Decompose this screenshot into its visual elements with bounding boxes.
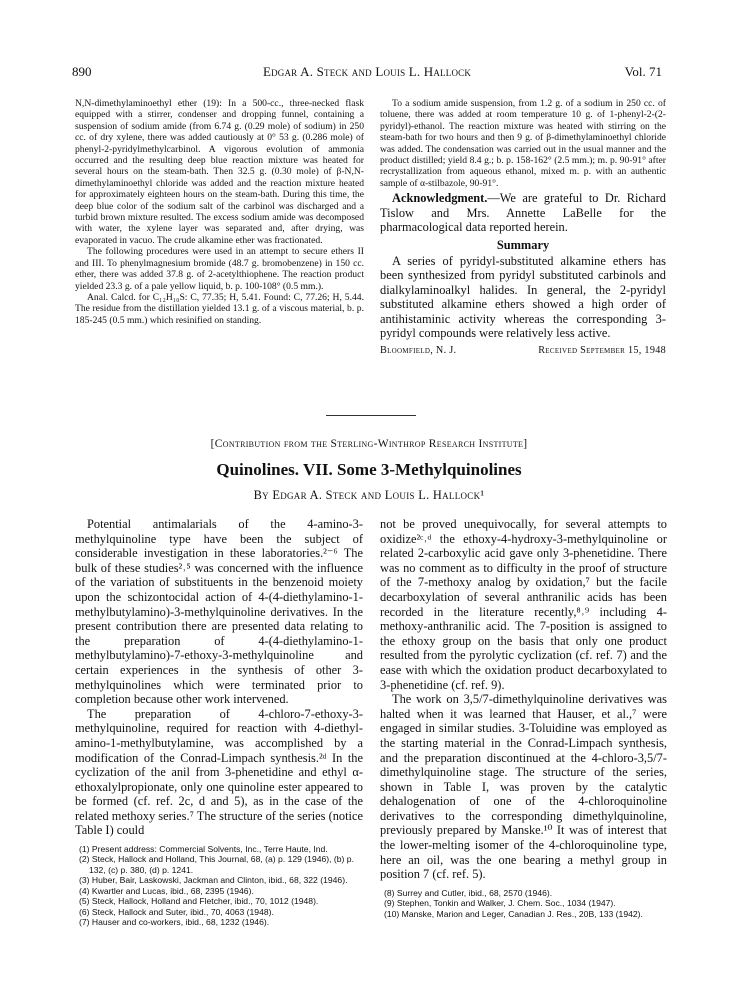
footnote: (3) Huber, Bair, Laskowski, Jackman and Clinton, ibid., 68, 322 (1946). [79, 875, 348, 886]
top-right-column [380, 98, 666, 357]
analysis-paragraph: Anal. Calcd. for C₁₂H₁₀S: C, 77.35; H, 5.41. Found: C, 77.26; H, 5.44. The residue from the distillation yielded 13.1 g. of a viscous material, b. p. 185-245 (0.5 mm.) which resinified on standing. [75, 291, 364, 326]
running-header-authors: Edgar A. Steck and Louis L. Hallock [262, 64, 472, 79]
article-byline: By Edgar A. Steck and Louis L. Hallock¹ [253, 488, 485, 502]
running-header [72, 64, 662, 84]
footnotes-right [380, 888, 667, 919]
footnote: (4) Kwartler and Lucas, ibid., 68, 2395 (1946). [79, 885, 254, 896]
footnote: (7) Hauser and co-workers, ibid., 68, 1232 (1946). [79, 916, 270, 927]
acknowledgment [380, 191, 666, 235]
footnote: (8) Surrey and Cutler, ibid., 68, 2570 (1946). [384, 887, 553, 898]
bottom-right-column [380, 517, 667, 919]
footnote: (6) Steck, Hallock and Suter, ibid., 70, 4063 (1948). [79, 906, 274, 917]
body-paragraph: not be proved unequivocally, for several attempts to oxidize²ᶜ˒ᵈ the ethoxy-4-hydroxy-3-methylquinoline or related 2-carboxylic acid gave only 3-phenetidine. There was no comment as to difficulty in the proof of structure of the 7-methoxy analog by oxidation,⁷ but the facile decarboxylation of several anthranilic acids has been recorded in the literature recently,⁸˒⁹ including 4-methoxy-anthranilic acid. The 7-position is assigned to the ethoxy group on the basis that only one product resulted from the pyrolytic cyclization (cf. ref. 7) and the ease with which the oxidation product decarboxylated to 3-phenetidine (cf. ref. 9). [380, 517, 667, 692]
article-title: Quinolines. VII. Some 3-Methylquinolines [216, 460, 522, 479]
footnote: (10) Manske, Marion and Leger, Canadian J. Res., 20B, 133 (1942). [384, 908, 643, 919]
place-label: Bloomfield, N. J. [380, 344, 457, 356]
body-paragraph: The work on 3,5/7-dimethylquinoline derivatives was halted when it was learned that Hauser, et al.,⁷ were engaged in similar studies. 3-Toluidine was employed as the starting material in the Conrad-Limpach synthesis, and the preparation discontinued at the 4-chloro-3,5/7-dimethylquinoline stage. The structure of the series, shown in Table I, was proven by the catalytic dehalogenation of one of the 4-chloroquinoline derivatives to the corresponding dimethylquinoline, previously prepared by Manske.¹⁰ It was of interest that the lower-melting isomer of the 4-chloroquinoline type, here an oil, was the one bearing a methyl group in position 7 (cf. ref. 5). [380, 692, 667, 882]
acknowledgment-label: Acknowledgment. [392, 191, 488, 206]
body-paragraph: The preparation of 4-chloro-7-ethoxy-3-methylquinoline, required for reaction with 4-diethyl-amino-1-methylbutylamine, was accomplished by a modification of the Conrad-Limpach synthesis.²ᵈ In the cyclization of the anil from 3-phenetidine and ethyl α-ethoxalylpropionate, only one quinoline ester appeared to be formed (cf. ref. 2c, d and 5), as in the case of the related methoxy series.⁷ The structure of the series (notice Table I) could [75, 706, 363, 838]
footnote: (2) Steck, Hallock and Holland, This Journal, 68, (a) p. 129 (1946), (b) p. 132, (c) p. 380, (d) p. 1241. [79, 854, 354, 875]
experimental-paragraph: N,N-dimethylaminoethyl ether (19): In a 500-cc., three-necked flask equipped with a stirrer, condenser and dropping funnel, containing a suspension of sodium amide (from 6.74 g. (0.29 mole) of sodium) in 250 cc. of dry xylene, there was added cautiously at 0° 53 g. (0.286 mole) of phenyl-2-pyridylmethylcarbinol. A vigorous evolution of ammonia occurred and the resulting deep blue reaction mixture was heated for several hours on the steam-bath. Then 32.5 g. (0.30 mole) of β-N,N-dimethylaminoethyl chloride was added and the reaction mixture heated for approximately eighteen hours on the steam-bath. During this time, the deep blue color of the sodium salt of the carbinol was discharged and a turbid brown mixture resulted. The excess sodium amide was decomposed with water, the xylene layer was separated and, after drying, was evaporated in vacuo. The crude alkamine ether was fractionated. [75, 98, 364, 246]
received-date: Received September 15, 1948 [538, 344, 666, 356]
page-number: 890 [72, 64, 92, 79]
section-divider [326, 415, 416, 416]
summary-text: A series of pyridyl-substituted alkamine ethers has been synthesized from pyridyl substituted carbinols and dialkylaminoalkyl halides. In general, the 2-pyridyl substituted alkamine ethers showed a high order of antihistaminic activity whereas the corresponding 3-pyridyl compounds were relatively less active. [380, 253, 666, 341]
body-paragraph: Potential antimalarials of the 4-amino-3-methylquinoline type have been the subject of considerable investigation in these laboratories.²⁻⁶ The bulk of these studies²˒⁵ was concerned with the influence of the variation of substituents in the benzenoid moiety upon the schizontocidal action of 4-(4-diethylamino-1-methylbutylamino)-3-methylquinoline derivatives. In the present contribution there are presented data relating to the preparation of 4-(4-diethylamino-1-methylbutylamino)-7-ethoxy-3-methylquinoline and certain experiences in the synthesis of other 3-methylquinolines which were terminated prior to completion because other work intervened. [75, 517, 363, 707]
footnote-divider [380, 885, 667, 886]
experimental-paragraph: To a sodium amide suspension, from 1.2 g. of a sodium in 250 cc. of toluene, there was added at room temperature 10 g. of 1-phenyl-2-(2-pyridyl)-ethanol. The reaction mixture was heated with stirring on the steam-bath for two hours and then 9 g. of β-dimethylaminoethyl chloride was added. The condensation was carried out in the usual manner and the product distilled; yield 8.4 g.; b. p. 158-162° (2.5 mm.); m. p. 90-91° after recrystallization from aqueous ethanol, mixed m. p. with an authentic sample of α-stilbazole, 90-91°. [380, 98, 666, 189]
bottom-left-column [75, 517, 363, 927]
footnote: (1) Present address: Commercial Solvents, Inc., Terre Haute, Ind. [79, 844, 328, 855]
dateline [380, 345, 666, 357]
footnote: (5) Steck, Hallock, Holland and Fletcher, ibid., 70, 1012 (1948). [79, 896, 319, 907]
summary-heading: Summary [496, 237, 550, 252]
acknowledgment-text: —We are grateful to Dr. Richard Tislow and Mrs. Annette LaBelle for the pharmacological data reported herein. [380, 191, 666, 235]
footnote: (9) Stephen, Tonkin and Walker, J. Chem. Soc., 1034 (1947). [384, 898, 616, 909]
footnotes-left [75, 844, 363, 927]
experimental-paragraph: The following procedures were used in an attempt to secure ethers II and III. To phenylmagnesium bromide (48.7 g. bromobenzene) in 150 cc. ether, there was added 37.8 g. of 2-acetylthiophene. The reaction product yielded 23.3 g. of a pale yellow liquid, b. p. 100-108° (0.5 mm.). [75, 246, 364, 292]
footnote-divider [75, 841, 363, 842]
top-left-column [75, 98, 364, 326]
volume-label: Vol. 71 [624, 64, 662, 79]
contribution-line: [Contribution from the Sterling-Winthrop Research Institute] [210, 438, 528, 450]
